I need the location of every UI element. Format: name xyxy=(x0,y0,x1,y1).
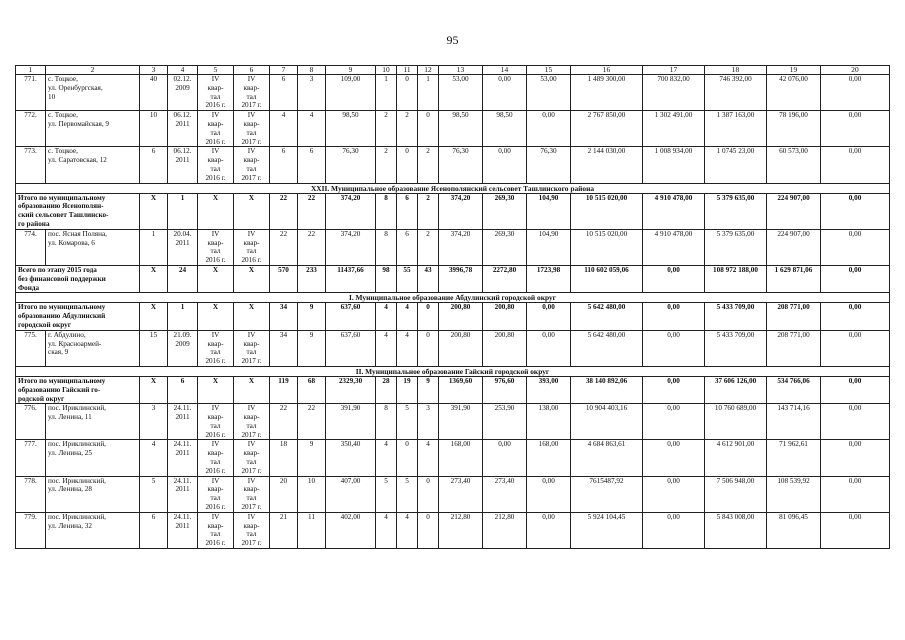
table-cell: 374,20 xyxy=(326,229,376,265)
table-cell: IV квар- тал 2017 г. xyxy=(234,440,270,476)
table-cell: 76,30 xyxy=(439,147,483,183)
table-cell: IV квар- тал 2016 г. xyxy=(234,229,270,265)
table-cell: 110 602 059,06 xyxy=(571,265,643,292)
table-cell: 108 972 188,00 xyxy=(705,265,767,292)
table-cell: 7615487,92 xyxy=(571,476,643,512)
table-cell: 06.12. 2011 xyxy=(168,111,198,147)
table-cell: 374,20 xyxy=(439,229,483,265)
table-cell: 0,00 xyxy=(821,75,890,111)
table-cell: 2 144 030,00 xyxy=(571,147,643,183)
table-cell: 108 539,92 xyxy=(767,476,821,512)
table-cell: 6 xyxy=(397,229,418,265)
table-cell: 19 xyxy=(397,376,418,403)
page-number: 95 xyxy=(446,33,459,47)
row-number: 778. xyxy=(16,476,46,512)
column-number-row xyxy=(16,66,890,75)
table-cell: 253,90 xyxy=(483,404,527,440)
table-cell: IV квар- тал 2016 г. xyxy=(198,440,234,476)
table-cell: 0,00 xyxy=(527,512,571,548)
table-cell: IV квар- тал 2017 г. xyxy=(234,75,270,111)
table-cell: 3 xyxy=(140,404,168,440)
row-number: 771. xyxy=(16,75,46,111)
table-cell: IV квар- тал 2016 г. xyxy=(198,147,234,183)
table-cell: 350,40 xyxy=(326,440,376,476)
table-cell: 6 xyxy=(270,147,298,183)
table-cell: X xyxy=(198,265,234,292)
table-row xyxy=(16,75,890,111)
table-cell: 168,00 xyxy=(439,440,483,476)
table-cell: 7 506 948,00 xyxy=(705,476,767,512)
table-cell: 6 xyxy=(140,512,168,548)
table-cell: 2 xyxy=(376,147,397,183)
table-cell: 9 xyxy=(298,440,326,476)
table-cell: 1 xyxy=(168,303,198,330)
table-cell: X xyxy=(198,193,234,229)
total-label: Итого по муниципальному образованию Абдулинский городской округ xyxy=(16,303,140,330)
table-cell: 22 xyxy=(298,193,326,229)
table-cell: X xyxy=(198,303,234,330)
table-cell: 24.11. 2011 xyxy=(168,476,198,512)
table-cell: 4 612 901,00 xyxy=(705,440,767,476)
table-cell: 0,00 xyxy=(821,376,890,403)
table-cell: 391,90 xyxy=(439,404,483,440)
table-cell: 1723,98 xyxy=(527,265,571,292)
table-cell: 42 076,00 xyxy=(767,75,821,111)
table-cell: 3996,78 xyxy=(439,265,483,292)
row-number: 779. xyxy=(16,512,46,548)
table-cell: 1 387 163,00 xyxy=(705,111,767,147)
address-cell: г. Абдулино, ул. Красноармей- ская, 9 xyxy=(46,330,140,366)
table-cell: 1 629 871,06 xyxy=(767,265,821,292)
table-cell: 1 302 491,00 xyxy=(643,111,705,147)
column-number: 16 xyxy=(571,66,643,75)
table-cell: 10 515 020,00 xyxy=(571,193,643,229)
table-cell: 2 xyxy=(418,193,439,229)
column-number: 9 xyxy=(326,66,376,75)
table-cell: 0,00 xyxy=(821,147,890,183)
address-cell: пос. Ириклинский, ул. Ленина, 32 xyxy=(46,512,140,548)
table-cell: 1 xyxy=(140,229,168,265)
table-cell: 20 xyxy=(270,476,298,512)
table-cell: 746 392,00 xyxy=(705,75,767,111)
table-cell: 68 xyxy=(298,376,326,403)
table-cell: 534 766,06 xyxy=(767,376,821,403)
table-cell: 0,00 xyxy=(483,75,527,111)
table-cell: 15 xyxy=(140,330,168,366)
table-cell: IV квар- тал 2016 г. xyxy=(198,476,234,512)
table-cell: 22 xyxy=(270,193,298,229)
table-cell: 4 xyxy=(298,111,326,147)
address-cell: с. Тоцкое, ул. Оренбургская, 10 xyxy=(46,75,140,111)
table-cell: 11437,66 xyxy=(326,265,376,292)
column-number: 8 xyxy=(298,66,326,75)
table-cell: 78 196,00 xyxy=(767,111,821,147)
section-title-row xyxy=(16,183,890,193)
section-title-row xyxy=(16,293,890,303)
table-cell: X xyxy=(234,193,270,229)
table-cell: 4 xyxy=(140,440,168,476)
table-cell: 200,80 xyxy=(483,330,527,366)
table-cell: X xyxy=(234,303,270,330)
row-number: 774. xyxy=(16,229,46,265)
section-title: XXII. Муниципальное образование Ясенополянский сельсовет Ташлинского района xyxy=(16,183,890,193)
table-cell: 21 xyxy=(270,512,298,548)
table-cell: 98,50 xyxy=(483,111,527,147)
table-cell: 0,00 xyxy=(821,111,890,147)
column-number: 1 xyxy=(16,66,46,75)
table-cell: X xyxy=(234,265,270,292)
table-cell: 5 379 635,00 xyxy=(705,229,767,265)
table-cell: 233 xyxy=(298,265,326,292)
column-number: 11 xyxy=(397,66,418,75)
table-cell: 6 xyxy=(397,193,418,229)
table-cell: 3 xyxy=(418,404,439,440)
table-row xyxy=(16,229,890,265)
table-cell: 0,00 xyxy=(643,512,705,548)
column-number: 19 xyxy=(767,66,821,75)
table-cell: 1 008 934,00 xyxy=(643,147,705,183)
table-cell: 0,00 xyxy=(821,229,890,265)
total-row xyxy=(16,303,890,330)
table-cell: 5 xyxy=(397,404,418,440)
table-cell: 104,90 xyxy=(527,229,571,265)
table-cell: IV квар- тал 2017 г. xyxy=(234,404,270,440)
table-cell: 224 907,00 xyxy=(767,229,821,265)
section-title-row xyxy=(16,366,890,376)
table-cell: 98,50 xyxy=(439,111,483,147)
row-number: 773. xyxy=(16,147,46,183)
table-cell: 976,60 xyxy=(483,376,527,403)
table-cell: 24.11. 2011 xyxy=(168,404,198,440)
table-cell: 273,40 xyxy=(439,476,483,512)
table-cell: 5 843 008,00 xyxy=(705,512,767,548)
table-cell: 200,80 xyxy=(483,303,527,330)
table-cell: 98,50 xyxy=(326,111,376,147)
table-cell: 34 xyxy=(270,303,298,330)
table-cell: 0 xyxy=(418,512,439,548)
table-cell: 0,00 xyxy=(821,265,890,292)
table-cell: IV квар- тал 2016 г. xyxy=(198,229,234,265)
table-cell: IV квар- тал 2016 г. xyxy=(198,75,234,111)
table-cell: 4 xyxy=(376,303,397,330)
table-cell: 570 xyxy=(270,265,298,292)
table-cell: 5 924 104,45 xyxy=(571,512,643,548)
table-cell: 06.12. 2011 xyxy=(168,147,198,183)
table-cell: 8 xyxy=(376,193,397,229)
table-cell: 0 xyxy=(418,330,439,366)
address-cell: пос. Ириклинский, ул. Ленина, 11 xyxy=(46,404,140,440)
table-cell: 374,20 xyxy=(326,193,376,229)
table-cell: 28 xyxy=(376,376,397,403)
program-table xyxy=(15,65,890,549)
table-cell: IV квар- тал 2017 г. xyxy=(234,147,270,183)
table-cell: X xyxy=(140,303,168,330)
table-cell: 5 xyxy=(397,476,418,512)
column-number: 2 xyxy=(46,66,140,75)
column-number: 15 xyxy=(527,66,571,75)
column-number: 5 xyxy=(198,66,234,75)
table-cell: 10 xyxy=(140,111,168,147)
row-number: 777. xyxy=(16,440,46,476)
table-cell: 2 767 850,00 xyxy=(571,111,643,147)
table-cell: 76,30 xyxy=(527,147,571,183)
table-cell: 269,30 xyxy=(483,193,527,229)
table-cell: 20.04. 2011 xyxy=(168,229,198,265)
table-cell: 76,30 xyxy=(326,147,376,183)
table-cell: 21.09. 2009 xyxy=(168,330,198,366)
table-cell: 10 515 020,00 xyxy=(571,229,643,265)
table-cell: 0,00 xyxy=(643,330,705,366)
table-cell: 0,00 xyxy=(643,303,705,330)
table-cell: 0,00 xyxy=(483,147,527,183)
column-number: 14 xyxy=(483,66,527,75)
table-cell: 200,80 xyxy=(439,330,483,366)
table-cell: 98 xyxy=(376,265,397,292)
table-cell: 273,40 xyxy=(483,476,527,512)
table-cell: 8 xyxy=(376,229,397,265)
table-cell: 0,00 xyxy=(527,303,571,330)
table-cell: 55 xyxy=(397,265,418,292)
table-cell: 224 907,00 xyxy=(767,193,821,229)
table-cell: 53,00 xyxy=(527,75,571,111)
total-label: Итого по муниципальному образованию Гайский го- родской округ xyxy=(16,376,140,403)
table-cell: 1 0745 23,00 xyxy=(705,147,767,183)
table-cell: 37 606 126,00 xyxy=(705,376,767,403)
table-cell: 1 489 300,00 xyxy=(571,75,643,111)
column-number: 12 xyxy=(418,66,439,75)
table-cell: 200,80 xyxy=(439,303,483,330)
table-cell: 1 xyxy=(376,75,397,111)
table-cell: 138,00 xyxy=(527,404,571,440)
table-cell: 60 573,00 xyxy=(767,147,821,183)
table-cell: 10 xyxy=(298,476,326,512)
table-cell: 109,00 xyxy=(326,75,376,111)
table-cell: X xyxy=(234,376,270,403)
table-cell: 5 433 709,00 xyxy=(705,303,767,330)
table-cell: 53,00 xyxy=(439,75,483,111)
section-title: II. Муниципальное образование Гайский городской округ xyxy=(16,366,890,376)
column-number: 7 xyxy=(270,66,298,75)
table-cell: 1 xyxy=(168,193,198,229)
table-cell: 2329,30 xyxy=(326,376,376,403)
table-cell: 0,00 xyxy=(821,193,890,229)
table-row xyxy=(16,404,890,440)
table-cell: 0,00 xyxy=(821,303,890,330)
table-cell: 0 xyxy=(418,111,439,147)
table-cell: 0,00 xyxy=(821,476,890,512)
table-cell: X xyxy=(140,376,168,403)
table-cell: IV квар- тал 2017 г. xyxy=(234,330,270,366)
table-cell: 22 xyxy=(298,229,326,265)
table-cell: 0,00 xyxy=(643,476,705,512)
column-number: 13 xyxy=(439,66,483,75)
table-cell: 212,80 xyxy=(483,512,527,548)
table-cell: 9 xyxy=(298,303,326,330)
table-cell: 5 379 635,00 xyxy=(705,193,767,229)
table-cell: 0,00 xyxy=(527,330,571,366)
table-cell: 6 xyxy=(270,75,298,111)
table-row xyxy=(16,512,890,548)
table-cell: 10 760 689,00 xyxy=(705,404,767,440)
table-cell: 6 xyxy=(140,147,168,183)
table-cell: 22 xyxy=(298,404,326,440)
table-cell: X xyxy=(198,376,234,403)
table-cell: 24 xyxy=(168,265,198,292)
address-cell: пос. Ириклинский, ул. Ленина, 25 xyxy=(46,440,140,476)
table-cell: 4 xyxy=(376,512,397,548)
table-cell: 22 xyxy=(270,404,298,440)
table-cell: 24.11. 2011 xyxy=(168,440,198,476)
table-cell: 637,60 xyxy=(326,303,376,330)
table-cell: 5 xyxy=(376,476,397,512)
table-cell: 18 xyxy=(270,440,298,476)
table-cell: 4 910 478,00 xyxy=(643,193,705,229)
table-cell: 2272,80 xyxy=(483,265,527,292)
table-cell: IV квар- тал 2017 г. xyxy=(234,111,270,147)
table-cell: 8 xyxy=(376,404,397,440)
table-cell: 168,00 xyxy=(527,440,571,476)
table-cell: 4 910 478,00 xyxy=(643,229,705,265)
column-number: 18 xyxy=(705,66,767,75)
table-row xyxy=(16,476,890,512)
table-cell: 104,90 xyxy=(527,193,571,229)
column-number: 4 xyxy=(168,66,198,75)
table-cell: 0 xyxy=(418,476,439,512)
table-cell: 4 xyxy=(397,330,418,366)
table-cell: 4 xyxy=(397,512,418,548)
table-cell: 208 771,00 xyxy=(767,303,821,330)
column-number: 20 xyxy=(821,66,890,75)
table-row xyxy=(16,330,890,366)
table-cell: 5 433 709,00 xyxy=(705,330,767,366)
table-cell: 4 xyxy=(376,330,397,366)
table-cell: 0,00 xyxy=(643,404,705,440)
table-row xyxy=(16,440,890,476)
table-cell: 0 xyxy=(397,147,418,183)
table-cell: 402,00 xyxy=(326,512,376,548)
table-cell: 0,00 xyxy=(821,330,890,366)
table-cell: 269,30 xyxy=(483,229,527,265)
table-cell: 391,90 xyxy=(326,404,376,440)
table-cell: 34 xyxy=(270,330,298,366)
table-cell: 0 xyxy=(418,303,439,330)
table-cell: 212,80 xyxy=(439,512,483,548)
table-cell: 3 xyxy=(298,75,326,111)
table-cell: 0,00 xyxy=(643,440,705,476)
table-cell: IV квар- тал 2016 г. xyxy=(198,330,234,366)
table-cell: 9 xyxy=(298,330,326,366)
address-cell: с. Тоцкое, ул. Саратовская, 12 xyxy=(46,147,140,183)
table-cell: 81 096,45 xyxy=(767,512,821,548)
section-title: I. Муниципальное образование Абдулинский городской округ xyxy=(16,293,890,303)
table-cell: 22 xyxy=(270,229,298,265)
address-cell: пос. Ясная Поляна, ул. Комарова, 6 xyxy=(46,229,140,265)
table-cell: 0,00 xyxy=(527,111,571,147)
table-cell: 24.11. 2011 xyxy=(168,512,198,548)
column-number: 10 xyxy=(376,66,397,75)
total-label: Итого по муниципальному образованию Ясенополян- ский сельсовет Ташлинско- го района xyxy=(16,193,140,229)
table-cell: 700 832,00 xyxy=(643,75,705,111)
table-cell: 208 771,00 xyxy=(767,330,821,366)
table-cell: 393,00 xyxy=(527,376,571,403)
table-cell: X xyxy=(140,193,168,229)
table-cell: 5 xyxy=(140,476,168,512)
table-cell: 6 xyxy=(168,376,198,403)
address-cell: пос. Ириклинский, ул. Ленина, 28 xyxy=(46,476,140,512)
table-row xyxy=(16,111,890,147)
table-cell: 0,00 xyxy=(643,265,705,292)
table-cell: 4 xyxy=(376,440,397,476)
table-cell: 374,20 xyxy=(439,193,483,229)
table-cell: IV квар- тал 2016 г. xyxy=(198,404,234,440)
table-cell: IV квар- тал 2016 г. xyxy=(198,512,234,548)
table-cell: 02.12. 2009 xyxy=(168,75,198,111)
total-row xyxy=(16,376,890,403)
total-row xyxy=(16,265,890,292)
column-number: 6 xyxy=(234,66,270,75)
table-cell: 2 xyxy=(376,111,397,147)
total-row xyxy=(16,193,890,229)
table-cell: 4 684 863,61 xyxy=(571,440,643,476)
table-cell: 0 xyxy=(397,75,418,111)
table-cell: IV квар- тал 2016 г. xyxy=(198,111,234,147)
table-cell: 1 xyxy=(418,75,439,111)
row-number: 776. xyxy=(16,404,46,440)
table-cell: X xyxy=(140,265,168,292)
table-cell: 143 714,16 xyxy=(767,404,821,440)
table-cell: 0,00 xyxy=(821,512,890,548)
total-label: Всего по этапу 2015 года без финансовой поддержки Фонда xyxy=(16,265,140,292)
table-cell: 4 xyxy=(397,303,418,330)
table-cell: 4 xyxy=(270,111,298,147)
table-cell: 2 xyxy=(418,229,439,265)
table-row xyxy=(16,147,890,183)
table-cell: 2 xyxy=(397,111,418,147)
table-cell: IV квар- тал 2017 г. xyxy=(234,512,270,548)
table-cell: 2 xyxy=(418,147,439,183)
table-cell: 9 xyxy=(418,376,439,403)
row-number: 772. xyxy=(16,111,46,147)
table-cell: 119 xyxy=(270,376,298,403)
table-cell: 0,00 xyxy=(483,440,527,476)
table-cell: 5 642 480,00 xyxy=(571,303,643,330)
table-cell: 40 xyxy=(140,75,168,111)
table-cell: 11 xyxy=(298,512,326,548)
column-number: 17 xyxy=(643,66,705,75)
column-number: 3 xyxy=(140,66,168,75)
table-cell: 43 xyxy=(418,265,439,292)
table-cell: 0,00 xyxy=(821,404,890,440)
table-cell: 38 140 892,06 xyxy=(571,376,643,403)
table-cell: 10 904 403,16 xyxy=(571,404,643,440)
table-cell: 1369,60 xyxy=(439,376,483,403)
table-cell: 4 xyxy=(418,440,439,476)
table-cell: 71 962,61 xyxy=(767,440,821,476)
table-cell: 5 642 480,00 xyxy=(571,330,643,366)
table-cell: 6 xyxy=(298,147,326,183)
table-cell: 0,00 xyxy=(527,476,571,512)
table-cell: IV квар- тал 2017 г. xyxy=(234,476,270,512)
table-cell: 0 xyxy=(397,440,418,476)
address-cell: с. Тоцкое, ул. Первомайская, 9 xyxy=(46,111,140,147)
table-cell: 0,00 xyxy=(643,376,705,403)
table-cell: 0,00 xyxy=(821,440,890,476)
table-body xyxy=(16,66,890,549)
row-number: 775. xyxy=(16,330,46,366)
table-cell: 407,00 xyxy=(326,476,376,512)
table-cell: 637,60 xyxy=(326,330,376,366)
